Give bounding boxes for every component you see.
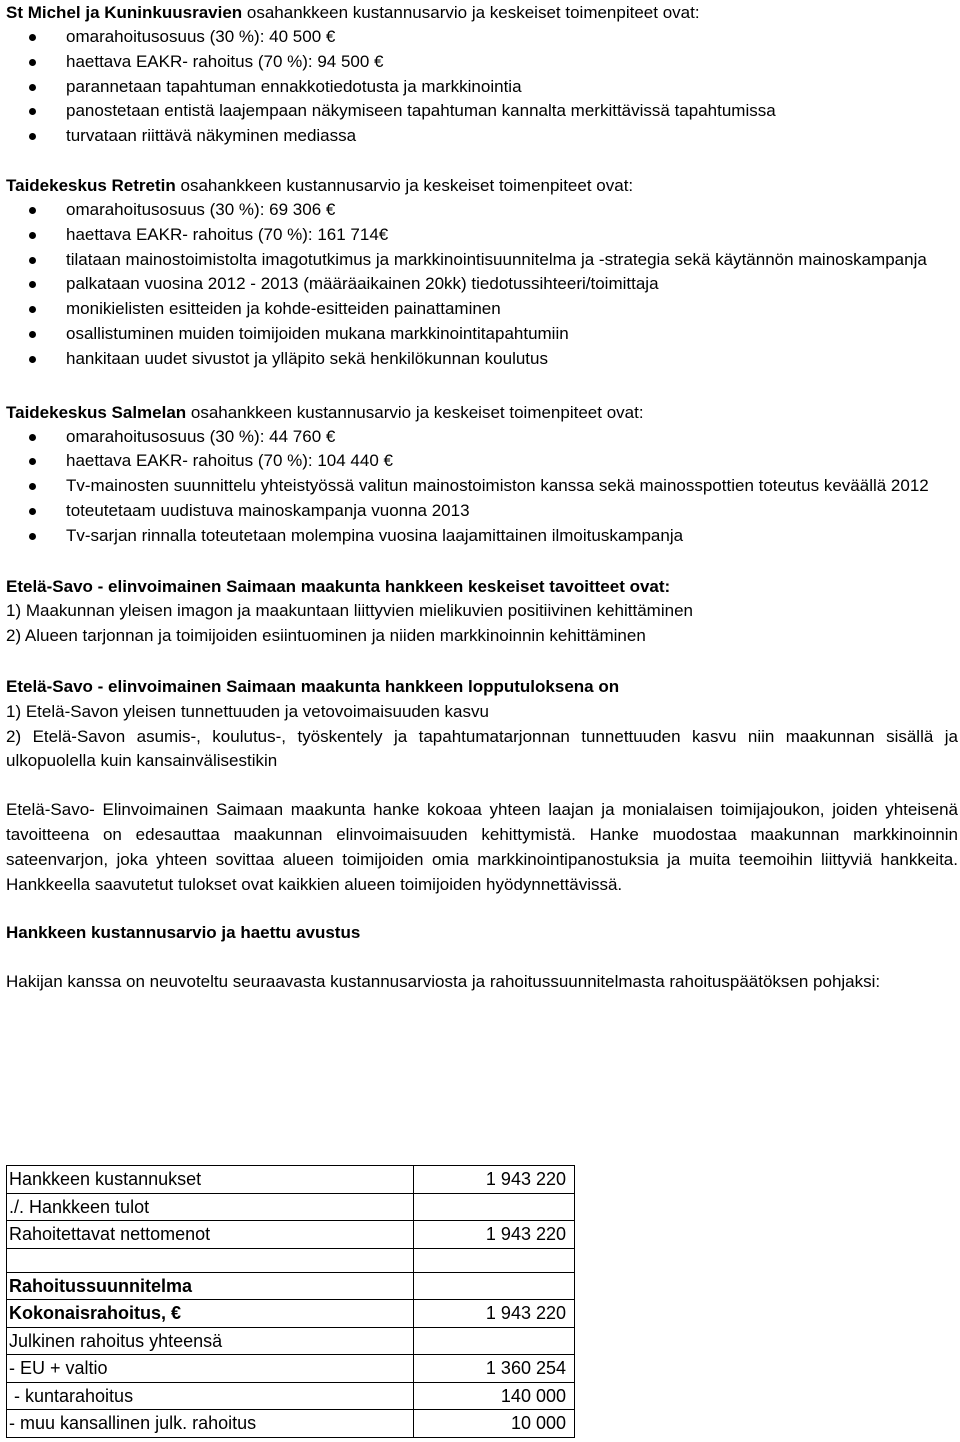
- table-cell-value: [414, 1193, 575, 1221]
- summary-paragraph: Etelä-Savo- Elinvoimainen Saimaan maakunta hanke kokoaa yhteen laajan ja monialaisen toimijajoukon, joiden yhteisenä tavoitteena on edesauttaa maakunnan elinvoimaisuuden kehittymistä. Hanke muodostaa maakunnan markkinoinnin sateenvarjon, joka yhteen sovittaa alueen toimijoiden omia markkinointipanostuksia ja muita teemoihin liittyviä hankkeita. Hankkeella saavutetut tulokset ovat kaikkien alueen toimijoiden hyödynnettävissä.: [6, 800, 958, 894]
- document-page: [6, 0, 958, 1433]
- bullet-icon: [29, 207, 36, 214]
- table-row: [7, 1327, 575, 1355]
- table-cell-value: 1 360 254: [414, 1355, 575, 1383]
- goals-line: 1) Maakunnan yleisen imagon ja maakuntaan liittyvien mielikuvien positiivinen kehittäminen: [6, 601, 693, 621]
- table-cell-label: - kuntarahoitus: [7, 1382, 414, 1410]
- table-cell-label: ./. Hankkeen tulot: [7, 1193, 414, 1221]
- table-cell-label: Rahoitettavat nettomenot: [7, 1221, 414, 1249]
- table-cell-value: 1 943 220: [414, 1221, 575, 1249]
- bullet-icon: [29, 59, 36, 66]
- table-row: [7, 1248, 575, 1272]
- bullet-icon: [29, 133, 36, 140]
- list-item: parannetaan tapahtuman ennakkotiedotusta ja markkinointia: [6, 75, 958, 100]
- table-row: [7, 1193, 575, 1221]
- table-cell-label: [7, 1248, 414, 1272]
- bullet-list: [6, 198, 958, 372]
- list-item: monikielisten esitteiden ja kohde-esitteiden painattaminen: [6, 297, 958, 322]
- list-item: panostetaan entistä laajempaan näkymiseen tapahtuman kannalta merkittävissä tapahtumissa: [6, 99, 958, 124]
- bullet-icon: [29, 306, 36, 313]
- table-cell-value: [414, 1327, 575, 1355]
- list-item: haettava EAKR- rahoitus (70 %): 94 500 €: [6, 50, 958, 75]
- result-line: 2) Etelä-Savon asumis-, koulutus-, työskentely ja tapahtumatarjonnan tunnettuuden kasvu niin maakunnan sisällä ja ulkopuolella kuin kansainvälisestikin: [6, 726, 958, 771]
- table-cell-value: 1 943 220: [414, 1166, 575, 1194]
- bullet-list: [6, 425, 958, 549]
- bullet-icon: [29, 257, 36, 264]
- bullet-icon: [29, 458, 36, 465]
- table-cell-label: Julkinen rahoitus yhteensä: [7, 1327, 414, 1355]
- result-title: Etelä-Savo - elinvoimainen Saimaan maakunta hankkeen lopputuloksena on: [6, 676, 620, 696]
- bullet-icon: [29, 34, 36, 41]
- section-heading: Taidekeskus Salmelan osahankkeen kustannusarvio ja keskeiset toimenpiteet ovat:: [6, 402, 644, 422]
- list-item: hankitaan uudet sivustot ja ylläpito sekä henkilökunnan koulutus: [6, 347, 958, 372]
- bullet-icon: [29, 108, 36, 115]
- table-row: [7, 1166, 575, 1194]
- list-item: osallistuminen muiden toimijoiden mukana markkinointitapahtumiin: [6, 322, 958, 347]
- bullet-icon: [29, 356, 36, 363]
- list-item: omarahoitusosuus (30 %): 44 760 €: [6, 425, 958, 450]
- table-cell-value: 10 000: [414, 1410, 575, 1438]
- bullet-list: [6, 25, 958, 149]
- table-cell-value: [414, 1248, 575, 1272]
- list-item: omarahoitusosuus (30 %): 69 306 €: [6, 198, 958, 223]
- bullet-icon: [29, 533, 36, 540]
- table-row: [7, 1355, 575, 1383]
- bullet-icon: [29, 84, 36, 91]
- table-row: [7, 1272, 575, 1300]
- section-heading: St Michel ja Kuninkuusravien osahankkeen kustannusarvio ja keskeiset toimenpiteet ovat:: [6, 3, 700, 22]
- goals-title: Etelä-Savo - elinvoimainen Saimaan maakunta hankkeen keskeiset tavoitteet ovat:: [6, 576, 671, 596]
- list-item: haettava EAKR- rahoitus (70 %): 104 440 €: [6, 449, 958, 474]
- table-cell-value: [414, 1272, 575, 1300]
- table-cell-value: 140 000: [414, 1382, 575, 1410]
- table-cell-value: 1 943 220: [414, 1300, 575, 1328]
- bullet-icon: [29, 508, 36, 515]
- table-row: [7, 1221, 575, 1249]
- section-heading: Taidekeskus Retretin osahankkeen kustannusarvio ja keskeiset toimenpiteet ovat:: [6, 175, 634, 195]
- table-cell-label: - muu kansallinen julk. rahoitus: [7, 1410, 414, 1438]
- table-row: [7, 1410, 575, 1438]
- table-cell-label: Rahoitussuunnitelma: [7, 1272, 414, 1300]
- bullet-icon: [29, 281, 36, 288]
- budget-title: Hankkeen kustannusarvio ja haettu avustus: [6, 923, 361, 943]
- list-item: palkataan vuosina 2012 - 2013 (määräaikainen 20kk) tiedotussihteeri/toimittaja: [6, 272, 958, 297]
- table-cell-label: Hankkeen kustannukset: [7, 1166, 414, 1194]
- table-cell-label: Kokonaisrahoitus, €: [7, 1300, 414, 1328]
- list-item: Tv-mainosten suunnittelu yhteistyössä valitun mainostoimiston kanssa sekä mainosspottien toteutus keväällä 2012: [6, 474, 958, 499]
- table-cell-label: - EU + valtio: [7, 1355, 414, 1383]
- bullet-icon: [29, 483, 36, 490]
- budget-intro: Hakijan kanssa on neuvoteltu seuraavasta kustannusarviosta ja rahoitussuunnitelmasta rahoituspäätöksen pohjaksi:: [6, 972, 881, 992]
- bullet-icon: [29, 434, 36, 441]
- list-item: omarahoitusosuus (30 %): 40 500 €: [6, 25, 958, 50]
- bullet-icon: [29, 331, 36, 338]
- list-item: Tv-sarjan rinnalla toteutetaan molempina vuosina laajamittainen ilmoituskampanja: [6, 524, 958, 549]
- table-row: [7, 1382, 575, 1410]
- list-item: turvataan riittävä näkyminen mediassa: [6, 124, 958, 149]
- result-line: 1) Etelä-Savon yleisen tunnettuuden ja vetovoimaisuuden kasvu: [6, 701, 489, 721]
- table-row: [7, 1300, 575, 1328]
- list-item: tilataan mainostoimistolta imagotutkimus ja markkinointisuunnitelma ja -strategia sekä käytännön mainoskampanja: [6, 248, 958, 273]
- list-item: toteutetaam uudistuva mainoskampanja vuonna 2013: [6, 499, 958, 524]
- bullet-icon: [29, 232, 36, 239]
- goals-line: 2) Alueen tarjonnan ja toimijoiden esiintuominen ja niiden markkinoinnin kehittäminen: [6, 626, 646, 646]
- cost-table: [6, 1165, 575, 1438]
- list-item: haettava EAKR- rahoitus (70 %): 161 714€: [6, 223, 958, 248]
